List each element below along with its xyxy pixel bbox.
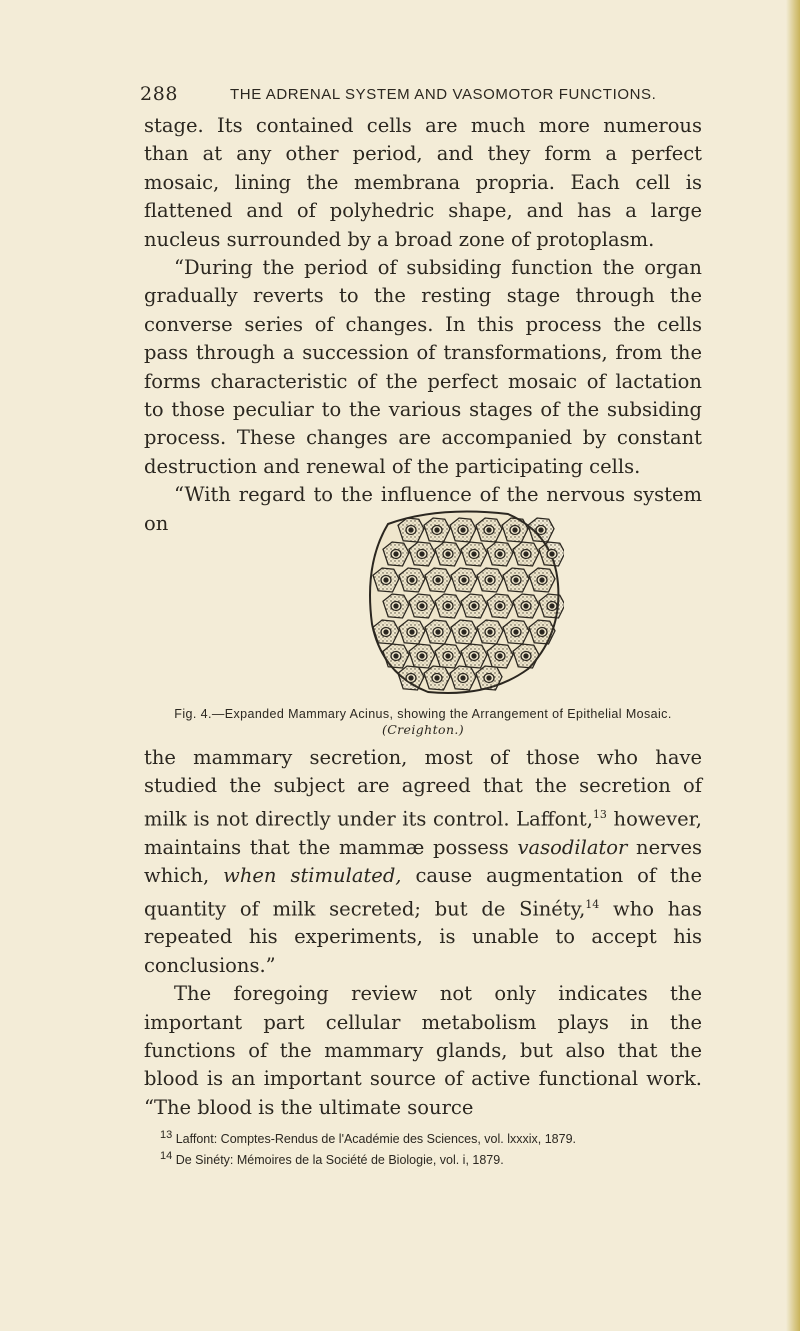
nucleolus xyxy=(472,654,476,658)
nucleolus xyxy=(487,676,491,680)
paragraph-2: “During the period of subsiding function the organ gradually reverts to the resting stage through the converse series of changes. In this process the cells pass through a succession of transformations, from the forms characteristic of the perfect mosaic of lactation to those peculiar to the various stages of the subsiding process. These changes are accompanied by constant destruction and renewal of the participating cells. xyxy=(144,256,702,478)
footnote-14: $^{14}$ De Sinéty: Mémoires de la Société de Biologie, vol. i, 1879. xyxy=(160,1150,504,1168)
nucleolus xyxy=(420,552,424,556)
nucleolus xyxy=(446,552,450,556)
paragraph-3: “With regard to the influence of the nervous system on xyxy=(144,483,702,535)
nucleolus xyxy=(472,604,476,608)
nucleolus xyxy=(488,630,492,634)
nucleolus xyxy=(446,604,450,608)
nucleolus xyxy=(420,604,424,608)
nucleolus xyxy=(409,676,413,680)
nucleolus xyxy=(394,604,398,608)
acinus-illustration xyxy=(358,504,564,700)
paragraph-1: stage. Its contained cells are much more numerous than at any other period, and they form a perfect mosaic, lining the membrana propria. Each cell is flattened and of polyhedric shape, and has a large nucleus surrounded by a broad zone of protoplasm. xyxy=(144,114,702,251)
nucleolus xyxy=(524,552,528,556)
nucleolus xyxy=(550,552,554,556)
paragraph-5: The foregoing review not only indicates the important part cellular metabolism plays in the functions of the mammary glands, but also that the blood is an important source of active functional work. “The blood is the ultimate source xyxy=(144,982,702,1119)
nucleolus xyxy=(410,578,414,582)
nucleolus xyxy=(550,604,554,608)
nucleolus xyxy=(540,630,544,634)
nucleolus xyxy=(446,654,450,658)
nucleolus xyxy=(410,630,414,634)
nucleolus xyxy=(436,630,440,634)
page-edge xyxy=(786,0,800,1331)
nucleolus xyxy=(462,578,466,582)
footnotes xyxy=(160,1127,720,1169)
nucleolus xyxy=(539,528,543,532)
nucleolus xyxy=(498,552,502,556)
running-title: THE ADRENAL SYSTEM AND VASOMOTOR FUNCTIONS. xyxy=(230,86,657,103)
nucleolus xyxy=(394,552,398,556)
caption-text: Fig. 4.—Expanded Mammary Acinus, showing the Arrangement of Epithelial Mosaic. xyxy=(174,707,672,721)
nucleolus xyxy=(524,604,528,608)
nucleolus xyxy=(384,630,388,634)
nucleolus xyxy=(498,654,502,658)
footnote-13: $^{13}$ Laffont: Comptes-Rendus de l'Académie des Sciences, vol. lxxxix, 1879. xyxy=(160,1129,577,1147)
figure-caption xyxy=(144,706,702,738)
nucleolus xyxy=(513,528,517,532)
body-text-top xyxy=(144,112,702,538)
footnote-ref-14[interactable]: 14 xyxy=(585,897,600,911)
nucleolus xyxy=(462,630,466,634)
nucleolus xyxy=(540,578,544,582)
nucleolus xyxy=(435,528,439,532)
footnote-ref-13[interactable]: 13 xyxy=(592,807,607,821)
nucleolus xyxy=(461,528,465,532)
nucleolus xyxy=(461,676,465,680)
nucleolus xyxy=(488,578,492,582)
nucleolus xyxy=(487,528,491,532)
nucleolus xyxy=(524,654,528,658)
nucleolus xyxy=(420,654,424,658)
page-number: 288 xyxy=(140,83,179,105)
nucleolus xyxy=(384,578,388,582)
nucleolus xyxy=(436,578,440,582)
body-text-bottom xyxy=(144,744,702,1122)
nucleolus xyxy=(435,676,439,680)
nucleolus xyxy=(409,528,413,532)
nucleolus xyxy=(394,654,398,658)
nucleolus xyxy=(514,578,518,582)
nucleolus xyxy=(498,604,502,608)
paragraph-4: the mammary secretion, most of those who have studied the subject are agreed that the secretion of milk is not directly under its control. Laffont,$^{13}$ however, maintains that the mammæ possess vasodilator nerves which, when stimulated, cause augmentation of the quantity of milk secreted; but de Sinéty,$^{14}$ who has repeated his experiments, is unable to accept his conclusions.” xyxy=(144,746,703,977)
nucleolus xyxy=(514,630,518,634)
caption-credit: (Creighton.) xyxy=(381,722,465,737)
nucleolus xyxy=(472,552,476,556)
